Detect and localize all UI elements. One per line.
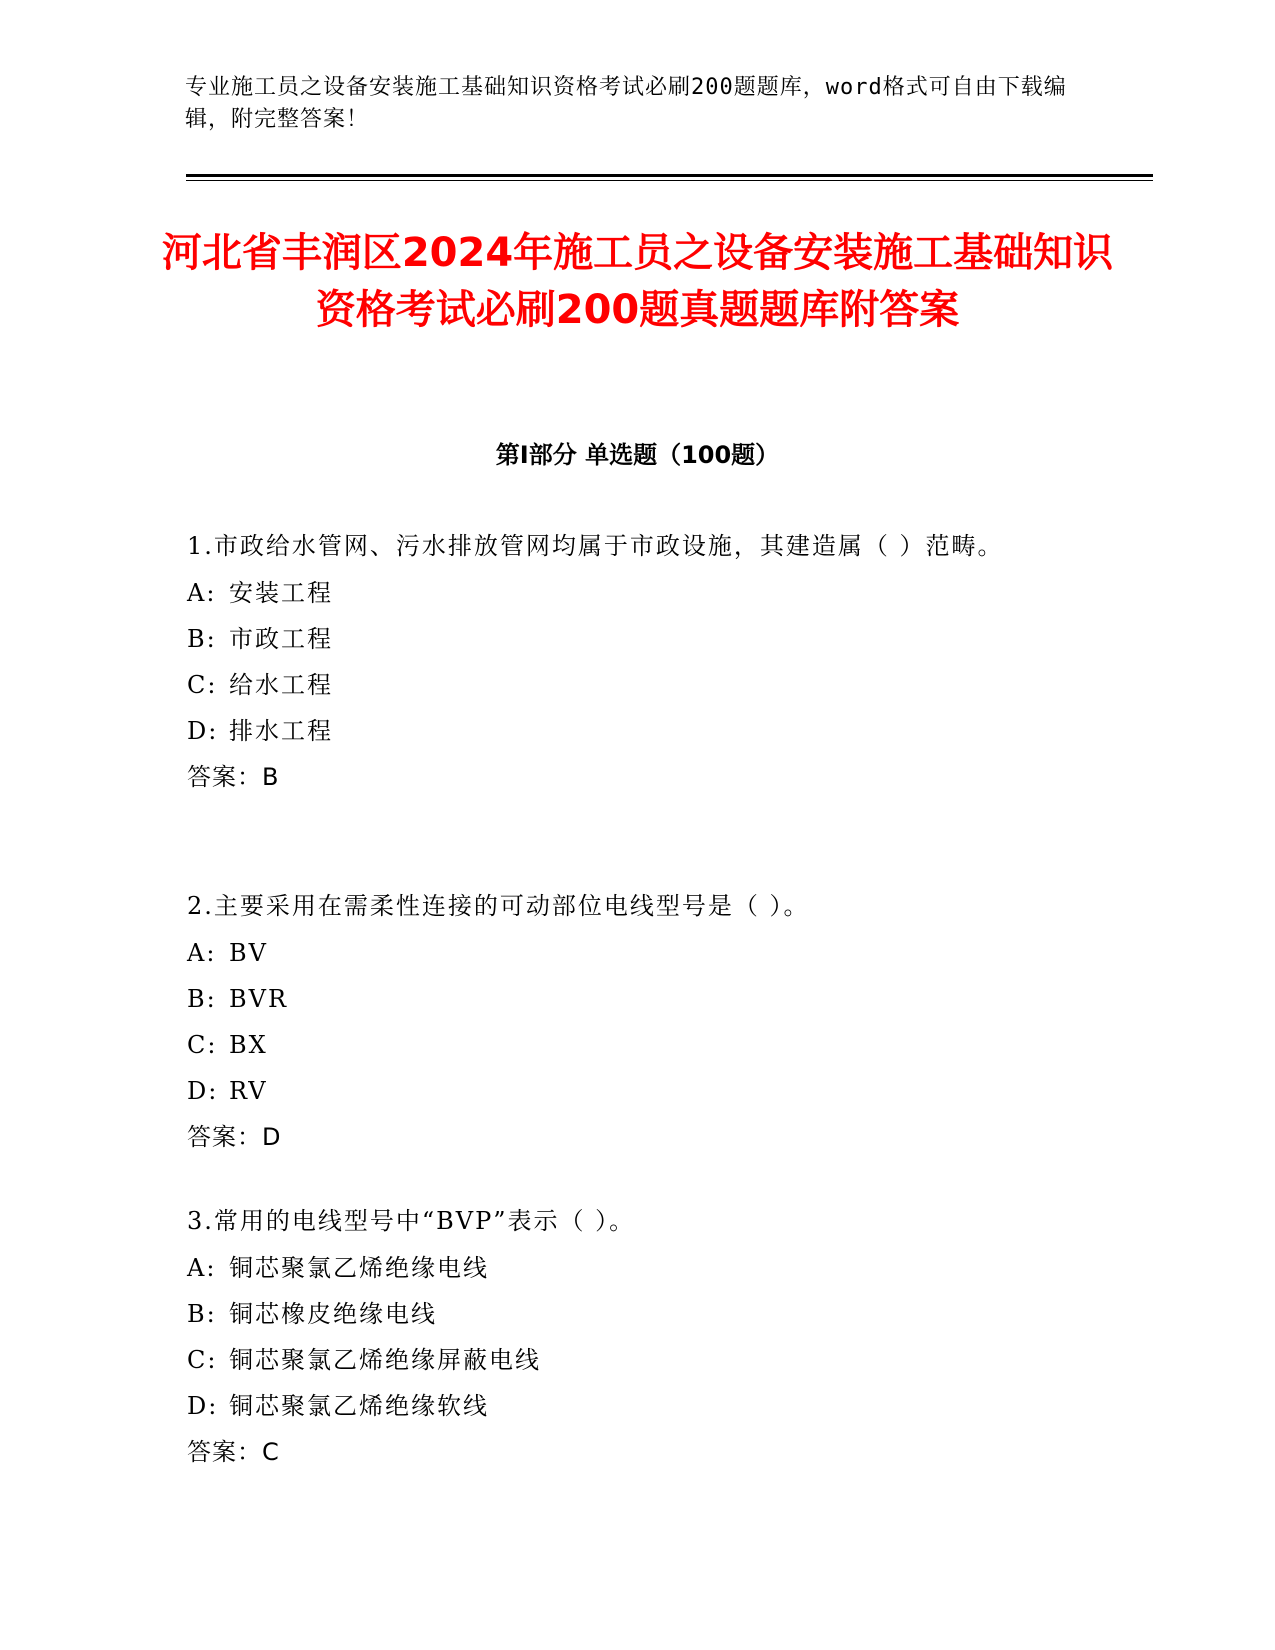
option-letter: C: (187, 671, 218, 699)
option-c (187, 1022, 1087, 1068)
answer-line: 答案：B (187, 763, 280, 791)
option-a (187, 1245, 1087, 1291)
option-text: BV (229, 939, 268, 967)
option-letter: B: (187, 985, 217, 1013)
option-text: BVR (229, 985, 289, 1013)
option-text: RV (229, 1077, 268, 1105)
option-letter: A: (187, 579, 217, 607)
option-a (187, 570, 1087, 616)
option-c (187, 1337, 1087, 1383)
section-title: 第Ⅰ部分 单选题（100题） (495, 441, 780, 469)
question-2 (187, 882, 1087, 1160)
option-text: 铜芯聚氯乙烯绝缘屏蔽电线 (229, 1346, 541, 1374)
question-stem: 2.主要采用在需柔性连接的可动部位电线型号是（ ）。 (187, 892, 810, 920)
option-a (187, 930, 1087, 976)
option-letter: D: (187, 1392, 219, 1420)
option-text: 排水工程 (229, 717, 333, 745)
answer-line: 答案：D (187, 1123, 282, 1151)
option-text: 铜芯聚氯乙烯绝缘电线 (229, 1254, 489, 1282)
question-stem: 3.常用的电线型号中“BVP”表示（ ）。 (187, 1207, 636, 1235)
option-letter: A: (187, 939, 217, 967)
option-letter: A: (187, 1254, 217, 1282)
answer-line: 答案：C (187, 1438, 280, 1466)
option-text: 铜芯聚氯乙烯绝缘软线 (229, 1392, 489, 1420)
option-d (187, 708, 1087, 754)
option-b (187, 976, 1087, 1022)
option-b (187, 616, 1087, 662)
option-letter: D: (187, 717, 219, 745)
header-note: 专业施工员之设备安装施工基础知识资格考试必刷200题题库，word格式可自由下载编辑，附完整答案！ (185, 75, 1067, 132)
option-text: 安装工程 (229, 579, 333, 607)
option-letter: C: (187, 1346, 218, 1374)
option-d (187, 1068, 1087, 1114)
option-letter: B: (187, 1300, 217, 1328)
option-letter: C: (187, 1031, 218, 1059)
option-b (187, 1291, 1087, 1337)
option-text: BX (229, 1031, 268, 1059)
header-rule-thin (186, 180, 1153, 181)
option-text: 市政工程 (229, 625, 333, 653)
header-rule-thick (186, 174, 1153, 177)
option-text: 给水工程 (229, 671, 333, 699)
option-d (187, 1383, 1087, 1429)
option-letter: B: (187, 625, 217, 653)
option-letter: D: (187, 1077, 219, 1105)
option-text: 铜芯橡皮绝缘电线 (229, 1300, 437, 1328)
question-stem: 1.市政给水管网、污水排放管网均属于市政设施，其建造属（ ）范畴。 (187, 532, 1004, 560)
option-c (187, 662, 1087, 708)
question-1 (187, 522, 1087, 800)
question-3 (187, 1197, 1087, 1475)
document-title: 河北省丰润区2024年施工员之设备安装施工基础知识资格考试必刷200题真题题库附答案 (161, 230, 1114, 333)
